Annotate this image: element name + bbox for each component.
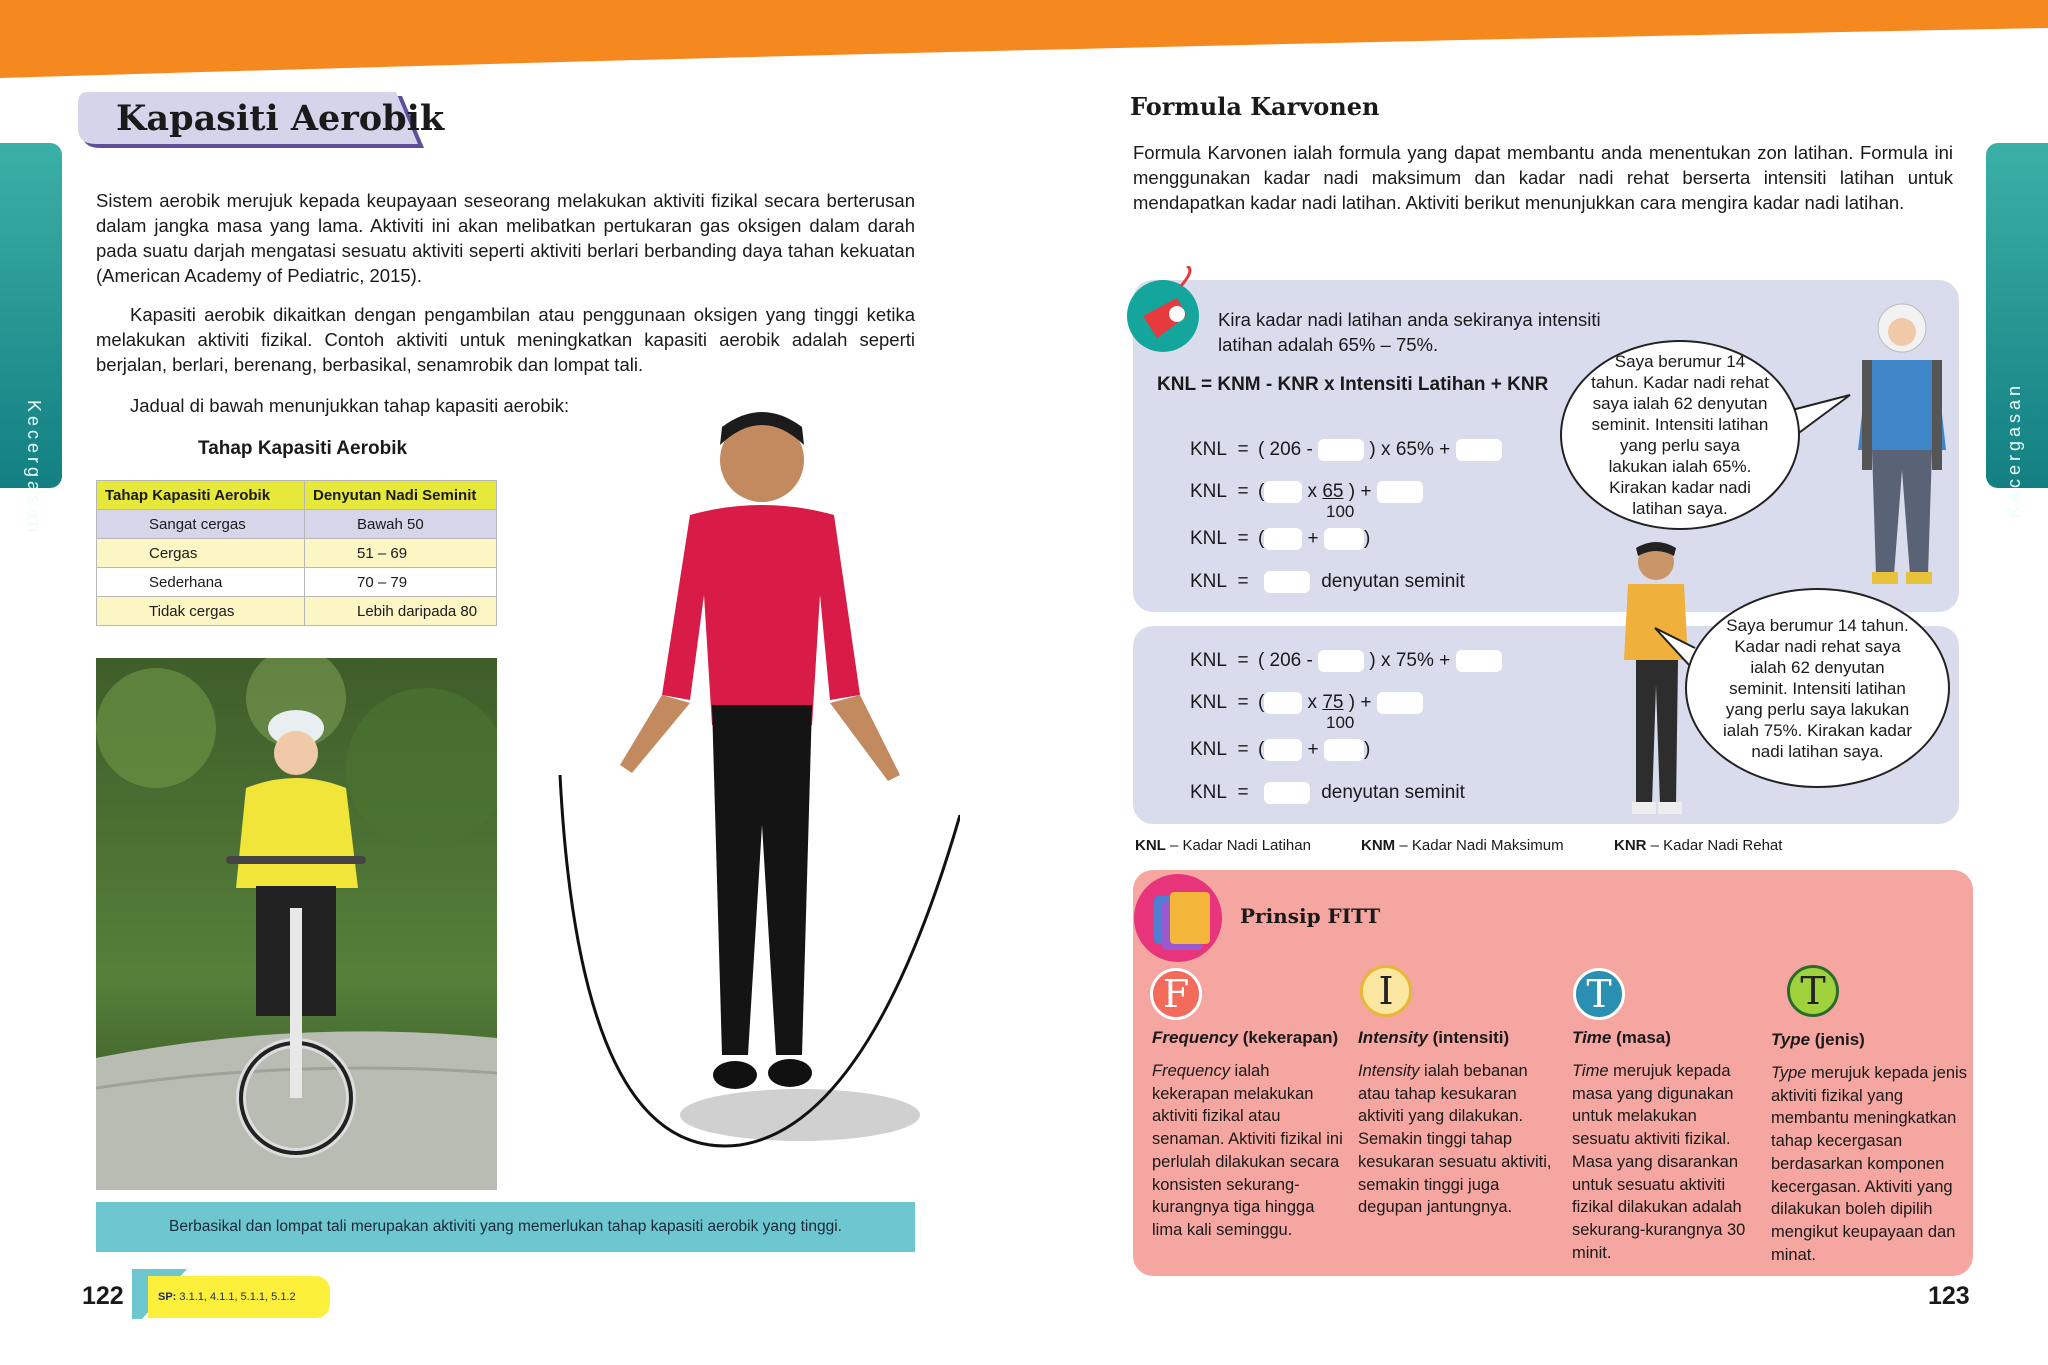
fitt-description: Time merujuk kepada masa yang digunakan untuk melakukan sesuatu aktiviti fizikal. Masa yang disarankan untuk sesuatu aktiviti fizikal dilakukan adalah sekurang-kurangnya 30 minit. [1572, 1062, 1746, 1262]
formula-row [1190, 481, 1423, 503]
answer-blank[interactable] [1456, 650, 1502, 672]
intro-paragraph: Formula Karvonen ialah formula yang dapat membantu anda menentukan zon latihan. Formula ini menggunakan kadar nadi maksimum dan kadar nadi rehat berserta intensiti latihan untuk mendapatkan kadar nadi latihan. Aktiviti berikut menunjukkan cara mengira kadar nadi latihan. [1133, 142, 1953, 213]
formula-token: KNL [1190, 481, 1227, 503]
answer-blank[interactable] [1264, 782, 1310, 804]
fitt-heading: Time (masa) [1572, 1028, 1671, 1047]
karvonen-formula: KNL = KNM - KNR x Intensiti Latihan + KNR [1157, 374, 1549, 395]
table-row [97, 510, 497, 539]
activity-instruction [1218, 307, 1601, 357]
folders-icon [1132, 872, 1228, 964]
answer-blank[interactable] [1264, 571, 1310, 593]
fitt-heading: Frequency (kekerapan) [1152, 1028, 1339, 1047]
side-tab-left [0, 143, 62, 537]
formula-token: ( 206 - [1257, 439, 1313, 461]
formula-token: ( 206 - [1257, 650, 1313, 672]
fraction-denominator: 100 [1326, 502, 1355, 521]
frequency-letter-icon: F [1150, 968, 1202, 1020]
formula-token: = [1237, 571, 1249, 593]
formula-token: = [1237, 692, 1249, 714]
fitt-heading: Type (jenis) [1771, 1030, 1865, 1049]
formula-token: + [1439, 650, 1451, 672]
sp-codes: 3.1.1, 4.1.1, 5.1.1, 5.1.2 [179, 1291, 296, 1303]
speech-bubble-text: Saya berumur 14 tahun. Kadar nadi rehat saya ialah 62 denyutan seminit. Intensiti latihan yang perlu saya lakukan ialah 65%. Kirakan kadar nadi latihan saya. [1560, 340, 1800, 530]
table-cell: Cergas [97, 539, 305, 568]
whistle-icon [1125, 266, 1205, 356]
formula-token: KNL [1190, 528, 1227, 550]
formula-token: ) x [1369, 650, 1391, 672]
speech-bubble-1 [1560, 340, 1800, 530]
table-header: Tahap Kapasiti Aerobik [97, 481, 305, 510]
formula-token: = [1237, 739, 1249, 761]
formula-token: x [1307, 692, 1318, 714]
formula-row [1190, 782, 1465, 804]
formula-token: = [1237, 528, 1249, 550]
photo-caption: Berbasikal dan lompat tali merupakan aktiviti yang memerlukan tahap kapasiti aerobik yang tinggi. [96, 1202, 915, 1252]
page-title: Kapasiti Aerobik [116, 98, 445, 139]
table-row [97, 539, 497, 568]
activity-line: latihan adalah 65% – 75%. [1218, 334, 1439, 355]
formula-token: ( [1257, 528, 1265, 550]
formula-token: ( [1257, 481, 1265, 503]
fitt-description: Type merujuk kepada jenis aktiviti fizikal yang membantu meningkatkan tahap kecergasan berdasarkan komponen kecergasan. Aktiviti yang dilakukan boleh dipilih mengikut keupayaan dan minat. [1771, 1064, 1967, 1264]
answer-blank[interactable] [1264, 739, 1302, 761]
table-cell: 51 – 69 [305, 539, 497, 568]
sp-label: SP: [158, 1291, 177, 1303]
formula-token: = [1237, 481, 1249, 503]
formula-token: KNL [1190, 739, 1227, 761]
table-row [97, 568, 497, 597]
table-cell: Sangat cergas [97, 510, 305, 539]
aerobic-level-table [96, 480, 497, 626]
table-cell: Tidak cergas [97, 597, 305, 626]
formula-token: = [1237, 650, 1249, 672]
answer-blank[interactable] [1324, 739, 1364, 761]
top-banner [0, 0, 2048, 80]
formula-token: KNL [1190, 782, 1227, 804]
girl-character-illustration [1842, 300, 1962, 590]
paragraph-3: Jadual di bawah menunjukkan tahap kapasiti aerobik: [130, 395, 570, 416]
answer-blank[interactable] [1456, 439, 1502, 461]
fraction [1322, 481, 1343, 503]
table-row [97, 597, 497, 626]
formula-token: ) [1363, 739, 1371, 761]
cycling-photo [96, 658, 497, 1190]
formula-row [1190, 439, 1502, 461]
fitt-description: Frequency ialah kekerapan melakukan aktiviti fizikal atau senaman. Aktiviti fizikal ini perlulah dilakukan secara konsisten sekurang-kurangnya tiga hingga lima kali seminggu. [1152, 1062, 1343, 1239]
answer-blank[interactable] [1318, 439, 1364, 461]
formula-token: denyutan seminit [1321, 782, 1465, 804]
table-header: Denyutan Nadi Seminit [305, 481, 497, 510]
formula-token: KNL [1190, 650, 1227, 672]
formula-token: ) [1363, 528, 1371, 550]
activity-line: Kira kadar nadi latihan anda sekiranya intensiti [1218, 309, 1601, 330]
answer-blank[interactable] [1324, 528, 1364, 550]
formula-row [1190, 650, 1502, 672]
formula-row [1190, 528, 1370, 550]
formula-row [1190, 692, 1423, 714]
formula-token: KNL [1190, 571, 1227, 593]
formula-token: 65% [1395, 439, 1434, 461]
section-heading: Formula Karvonen [1130, 92, 1380, 121]
formula-token: = [1237, 439, 1249, 461]
formula-token: 75% [1395, 650, 1434, 672]
side-tab-right [1986, 143, 2048, 518]
answer-blank[interactable] [1318, 650, 1364, 672]
table-cell: Sederhana [97, 568, 305, 597]
formula-token: ( [1257, 692, 1265, 714]
fitt-title: Prinsip FITT [1240, 904, 1381, 928]
sp-reference-badge [148, 1276, 330, 1318]
speech-bubble-2 [1685, 588, 1950, 788]
formula-row [1190, 739, 1370, 761]
formula-token: + [1360, 692, 1372, 714]
page-number-left: 122 [82, 1282, 124, 1310]
formula-token: ) [1348, 692, 1356, 714]
formula-token: + [1360, 481, 1372, 503]
answer-blank[interactable] [1377, 692, 1423, 714]
formula-row [1190, 571, 1465, 593]
side-tab-label: Kecergasan [2004, 381, 2024, 518]
type-letter-icon: T [1787, 965, 1839, 1017]
speech-bubble-text: Saya berumur 14 tahun. Kadar nadi rehat saya ialah 62 denyutan seminit. Intensiti latihan yang perlu saya lakukan ialah 75%. Kirakan kadar nadi latihan saya. [1685, 588, 1950, 788]
table-cell: Lebih daripada 80 [305, 597, 497, 626]
page-number-right: 123 [1928, 1282, 1970, 1310]
formula-token: denyutan seminit [1321, 571, 1465, 593]
answer-blank[interactable] [1377, 481, 1423, 503]
formula-token: + [1439, 439, 1451, 461]
formula-token: + [1307, 739, 1319, 761]
section-title-tab [78, 92, 445, 154]
fraction-numerator: 75 [1322, 692, 1344, 714]
formula-token: ( [1257, 739, 1265, 761]
abbreviation-legend-item: KNR – Kadar Nadi Rehat [1614, 837, 1783, 854]
side-tab-label: Kecergasan [24, 400, 44, 537]
formula-token: ) [1348, 481, 1356, 503]
formula-token: KNL [1190, 439, 1227, 461]
table-cell: 70 – 79 [305, 568, 497, 597]
fraction-denominator: 100 [1326, 713, 1355, 732]
formula-token: + [1307, 528, 1319, 550]
skipping-rope-illustration [540, 405, 960, 1195]
fitt-heading: Intensity (intensiti) [1358, 1028, 1510, 1047]
formula-token: = [1237, 782, 1249, 804]
paragraph-2: Kapasiti aerobik dikaitkan dengan pengambilan atau penggunaan oksigen yang tinggi ketika melakukan aktiviti fizikal. Contoh aktiviti untuk meningkatkan kapasiti aerobik adalah seperti berjalan, berlari, berenang, berbasikal, senamrobik dan lompat tali. [96, 304, 915, 375]
intensity-letter-icon: I [1360, 965, 1412, 1017]
fraction-numerator: 65 [1322, 481, 1344, 503]
answer-blank[interactable] [1264, 481, 1302, 503]
table-cell: Bawah 50 [305, 510, 497, 539]
formula-token: KNL [1190, 692, 1227, 714]
answer-blank[interactable] [1264, 528, 1302, 550]
abbreviation-legend-item: KNL – Kadar Nadi Latihan [1135, 837, 1311, 854]
formula-token: ) x [1369, 439, 1391, 461]
table-title: Tahap Kapasiti Aerobik [198, 438, 408, 459]
formula-token: x [1307, 481, 1318, 503]
abbreviation-legend-item: KNM – Kadar Nadi Maksimum [1361, 837, 1564, 854]
time-letter-icon: T [1573, 968, 1625, 1020]
answer-blank[interactable] [1264, 692, 1302, 714]
paragraph-1: Sistem aerobik merujuk kepada keupayaan seseorang melakukan aktiviti fizikal secara berterusan dalam jangka masa yang lama. Aktiviti ini akan melibatkan pertukaran gas oksigen dalam darah pada suatu darjah mengatasi sesuatu aktiviti seperti aktiviti berlari berbanding daya tahan kekuatan (American Academy of Pediatric, 2015). [96, 190, 915, 286]
fitt-description: Intensity ialah bebanan atau tahap kesukaran aktiviti yang dilakukan. Semakin tinggi tahap kesukaran sesuatu aktiviti, semakin tinggi juga degupan jantungnya. [1358, 1062, 1552, 1217]
